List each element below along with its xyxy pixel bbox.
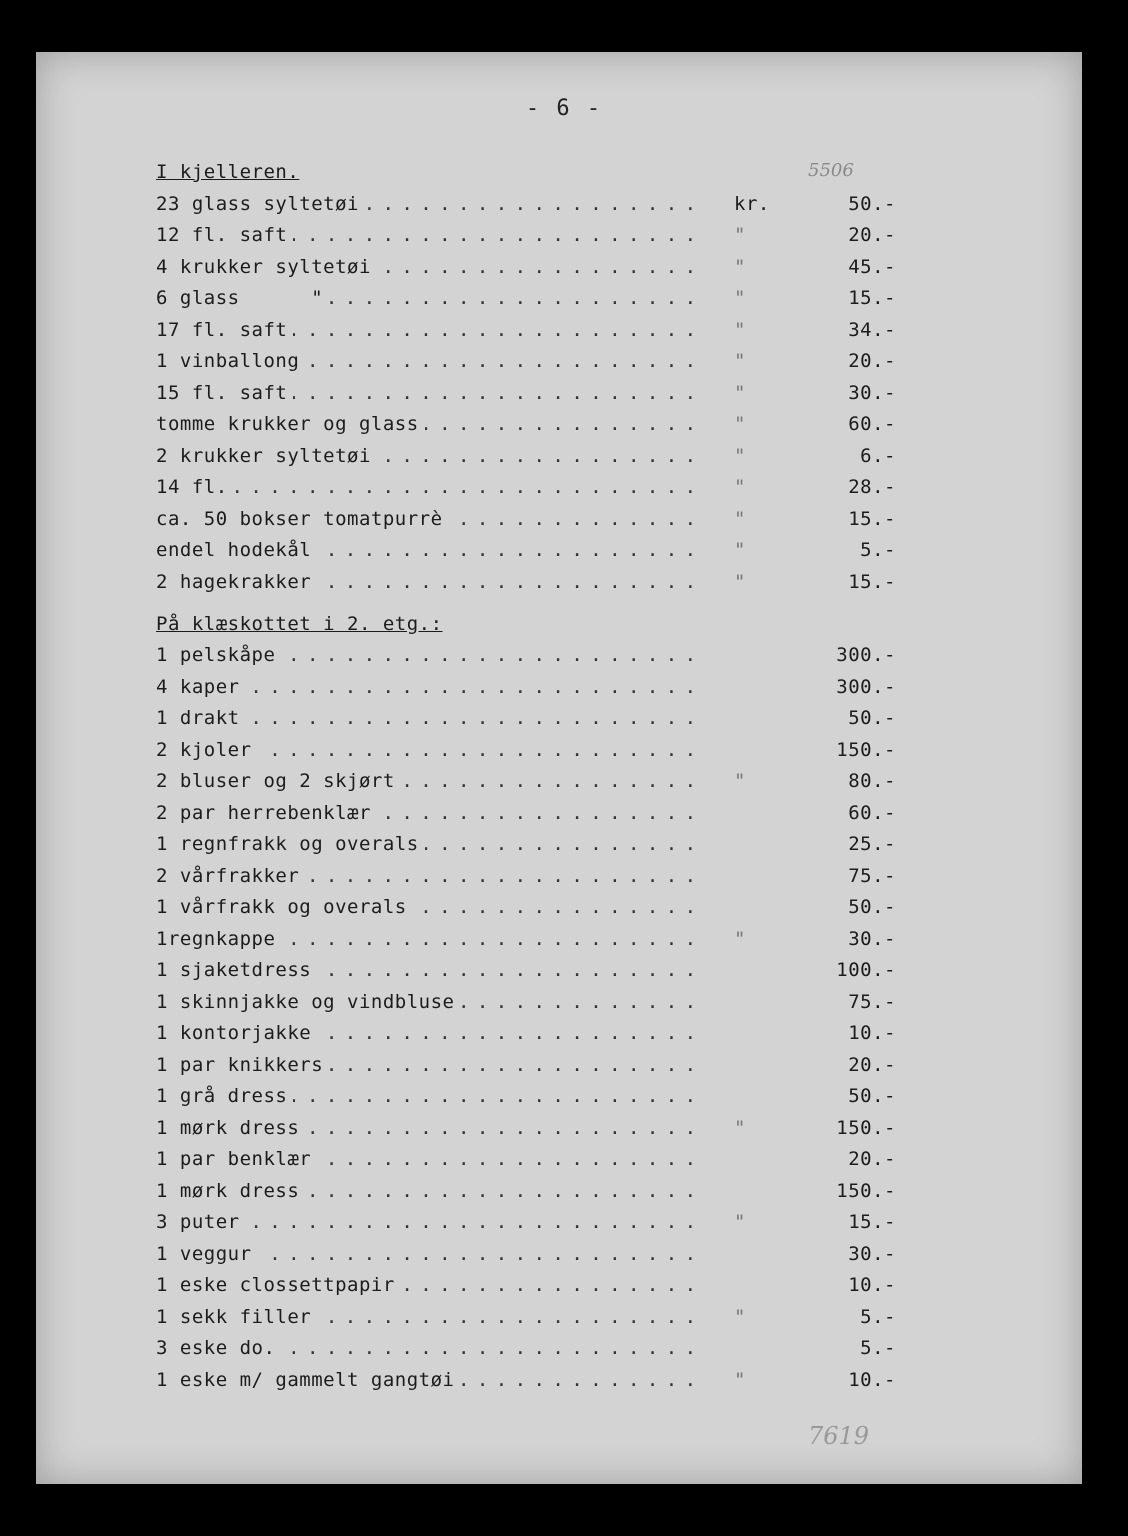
inventory-row: . . . 1 pelskåpe 300.- (156, 641, 896, 669)
amount: 150.- (836, 739, 896, 761)
inventory-row: . . . 1 mørk dress 150.- (156, 1177, 896, 1205)
inventory-row: . . . 14 fl. " 28.- (156, 473, 896, 501)
amount: 20.- (848, 1054, 896, 1076)
amount: 45.- (848, 256, 896, 278)
inventory-row: . . . 1 veggur 30.- (156, 1240, 896, 1268)
amount: 5.- (860, 1306, 896, 1328)
amount: 10.- (848, 1274, 896, 1296)
amount: 50.- (848, 896, 896, 918)
amount: 30.- (848, 928, 896, 950)
amount: 10.- (848, 1369, 896, 1391)
amount: 15.- (848, 571, 896, 593)
inventory-row: . . . 23 glass syltetøi kr. 50.- (156, 190, 896, 218)
inventory-row: . . . 3 puter " 15.- (156, 1208, 896, 1236)
inventory-row: . . . 1regnkappe " 30.- (156, 925, 896, 953)
inventory-row: . . . 1 sjaketdress 100.- (156, 956, 896, 984)
amount: 75.- (848, 991, 896, 1013)
inventory-row: . . . 1 eske clossettpapir 10.- (156, 1271, 896, 1299)
amount: 30.- (848, 1243, 896, 1265)
amount: 5.- (860, 1337, 896, 1359)
inventory-row: . . . 2 hagekrakker " 15.- (156, 568, 896, 596)
inventory-row: . . . endel hodekål " 5.- (156, 536, 896, 564)
inventory-row: . . . 1 regnfrakk og overals 25.- (156, 830, 896, 858)
inventory-row: . . . 1 par benklær 20.- (156, 1145, 896, 1173)
amount: 100.- (836, 959, 896, 981)
amount: 60.- (848, 413, 896, 435)
leader-dots (156, 473, 706, 501)
inventory-row: . . . 15 fl. saft " 30.- (156, 379, 896, 407)
inventory-row: . . . 1 drakt 50.- (156, 704, 896, 732)
amount: 15.- (848, 508, 896, 530)
amount: 50.- (848, 707, 896, 729)
amount: 5.- (860, 539, 896, 561)
inventory-row: . . . 3 eske do. 5.- (156, 1334, 896, 1362)
inventory-row: . . . 1 kontorjakke 10.- (156, 1019, 896, 1047)
amount: 15.- (848, 287, 896, 309)
inventory-row: . . . 4 kaper 300.- (156, 673, 896, 701)
inventory-row: . . . 1 par knikkers 20.- (156, 1051, 896, 1079)
inventory-row: . . . 2 vårfrakker 75.- (156, 862, 896, 890)
amount: 300.- (836, 644, 896, 666)
inventory-row: . . . 6 glass " " 15.- (156, 284, 896, 312)
section-heading-wardrobe: På klæskottet i 2. etg.: (156, 613, 443, 635)
handwritten-annotation-bottom: 7619 (808, 1422, 870, 1450)
inventory-row: . . . 1 sekk filler " 5.- (156, 1303, 896, 1331)
inventory-row: . . . 2 krukker syltetøi " 6.- (156, 442, 896, 470)
amount: 150.- (836, 1117, 896, 1139)
amount: 30.- (848, 382, 896, 404)
amount: 34.- (848, 319, 896, 341)
handwritten-annotation-top: 5506 (808, 160, 854, 181)
inventory-row: . . . tomme krukker og glass " 60.- (156, 410, 896, 438)
inventory-row: . . . 1 vinballong " 20.- (156, 347, 896, 375)
inventory-row: . . . 17 fl. saft " 34.- (156, 316, 896, 344)
inventory-row: . . . 1 skinnjakke og vindbluse 75.- (156, 988, 896, 1016)
amount: 20.- (848, 224, 896, 246)
amount: 150.- (836, 1180, 896, 1202)
amount: 50.- (848, 193, 896, 215)
inventory-row: . . . 1 mørk dress " 150.- (156, 1114, 896, 1142)
inventory-row: . . . 4 krukker syltetøi " 45.- (156, 253, 896, 281)
inventory-row: . . . ca. 50 bokser tomatpurrè " 15.- (156, 505, 896, 533)
amount: 80.- (848, 770, 896, 792)
amount: 10.- (848, 1022, 896, 1044)
amount: 50.- (848, 1085, 896, 1107)
inventory-row: . . . 1 vårfrakk og overals 50.- (156, 893, 896, 921)
inventory-row: . . . 1 eske m/ gammelt gangtøi " 10.- (156, 1366, 896, 1394)
inventory-row: . . . 2 kjoler 150.- (156, 736, 896, 764)
amount: 20.- (848, 1148, 896, 1170)
inventory-row: . . . 2 par herrebenklær 60.- (156, 799, 896, 827)
inventory-row: . . . 12 fl. saft " 20.- (156, 221, 896, 249)
inventory-row: . . . 1 grå dress 50.- (156, 1082, 896, 1110)
amount: 25.- (848, 833, 896, 855)
amount: 60.- (848, 802, 896, 824)
amount: 28.- (848, 476, 896, 498)
amount: 300.- (836, 676, 896, 698)
section-heading-cellar: I kjelleren. (156, 161, 300, 183)
inventory-row: . . . 2 bluser og 2 skjørt " 80.- (156, 767, 896, 795)
amount: 6.- (860, 445, 896, 467)
amount: 15.- (848, 1211, 896, 1233)
amount: 20.- (848, 350, 896, 372)
amount: 75.- (848, 865, 896, 887)
page-number: - 6 - (525, 96, 603, 121)
